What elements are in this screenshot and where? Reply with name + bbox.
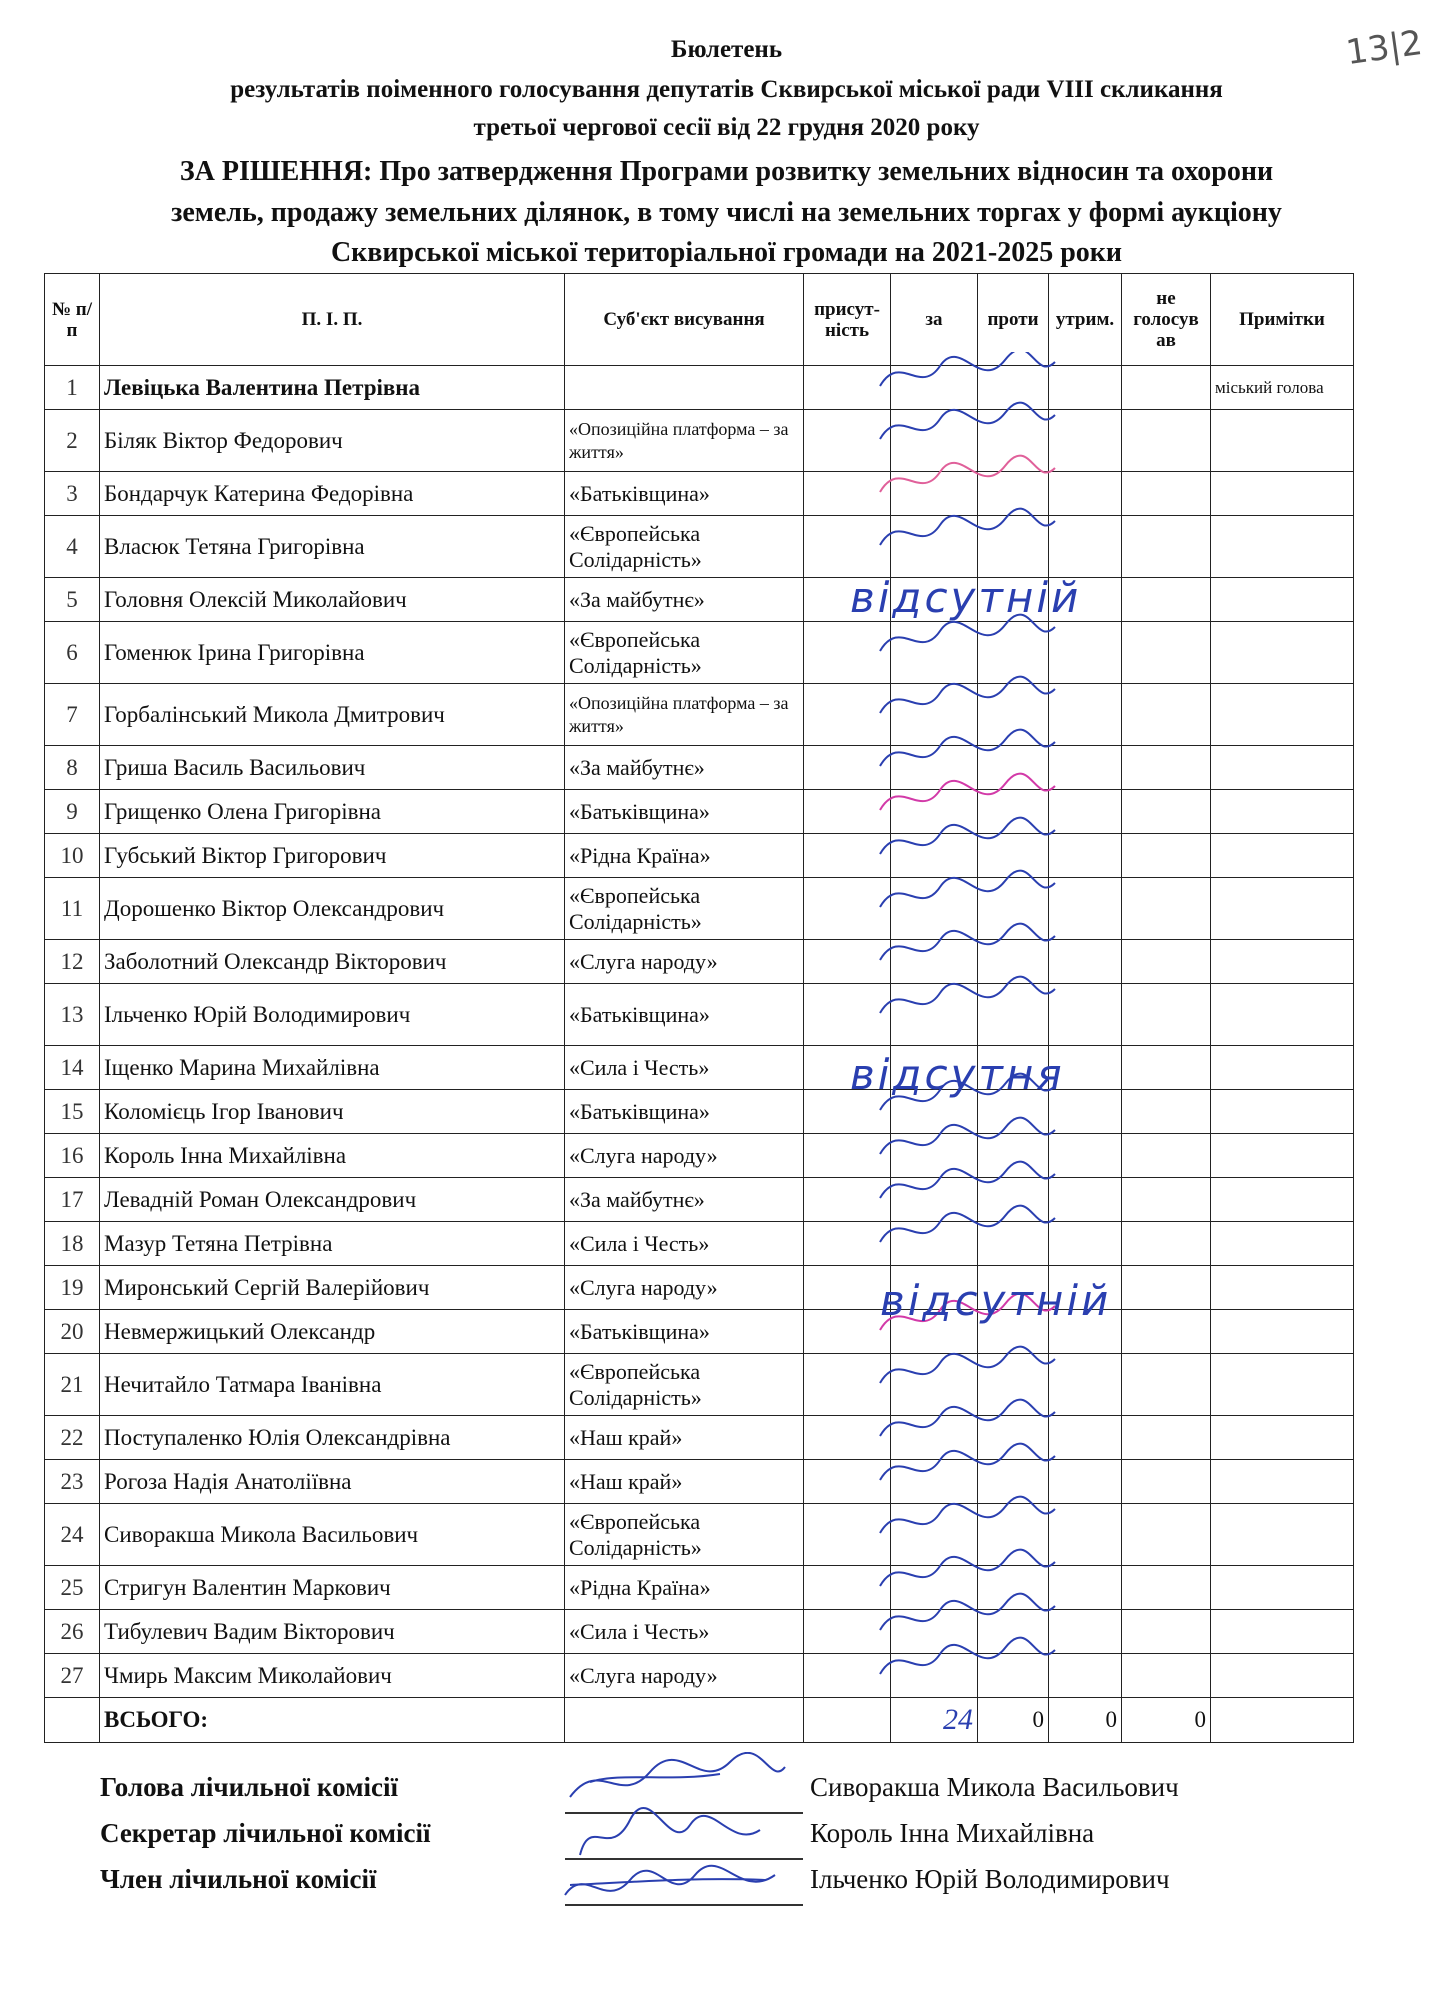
present-cell: [804, 1354, 891, 1416]
notes-cell: [1211, 1504, 1354, 1566]
party: «Батьківщина»: [565, 472, 804, 516]
against-cell: [978, 1416, 1049, 1460]
party: «Сила і Честь»: [565, 1610, 804, 1654]
col-notes: Примітки: [1211, 274, 1354, 366]
against-cell: [978, 1134, 1049, 1178]
not-voted-cell: [1122, 1610, 1211, 1654]
notes-cell: міський голова: [1211, 366, 1354, 410]
notes-cell: [1211, 1416, 1354, 1460]
chair-role: Голова лічильної комісії: [100, 1772, 398, 1802]
not-voted-cell: [1122, 516, 1211, 578]
present-cell: [804, 790, 891, 834]
decision-line-2: земель, продажу земельних ділянок, в тому числі на земельних торгах у формі аукціону: [171, 197, 1282, 228]
row-number: 12: [45, 940, 100, 984]
present-cell: [804, 1504, 891, 1566]
abstain-cell: [1049, 746, 1122, 790]
party: «Сила і Честь»: [565, 1222, 804, 1266]
for-cell: [891, 1654, 978, 1698]
against-cell: [978, 1222, 1049, 1266]
bulletin-subtitle: результатів поіменного голосування депутатів Сквирської міської ради VIII скликання: [230, 76, 1223, 103]
party: «Батьківщина»: [565, 984, 804, 1046]
party: «Європейська Солідарність»: [565, 516, 804, 578]
deputy-name: Левадній Роман Олександрович: [100, 1178, 565, 1222]
present-cell: [804, 1178, 891, 1222]
for-cell: [891, 1460, 978, 1504]
secretary-role: Секретар лічильної комісії: [100, 1818, 431, 1848]
for-cell: [891, 622, 978, 684]
table-row: [45, 1046, 1354, 1090]
not-voted-cell: [1122, 472, 1211, 516]
row-number: 6: [45, 622, 100, 684]
table-row: [45, 1566, 1354, 1610]
row-number: 26: [45, 1610, 100, 1654]
chair-signature: [560, 1752, 790, 1812]
absent-mark-row14: відсутня: [850, 1050, 1065, 1099]
absent-mark-row5: відсутній: [850, 573, 1082, 622]
notes-cell: [1211, 1566, 1354, 1610]
deputy-name: Власюк Тетяна Григорівна: [100, 516, 565, 578]
not-voted-cell: [1122, 1310, 1211, 1354]
col-against: проти: [978, 274, 1049, 366]
total-not-voted: 0: [1122, 1698, 1211, 1743]
abstain-cell: [1049, 472, 1122, 516]
party: «Наш край»: [565, 1460, 804, 1504]
row-number: 16: [45, 1134, 100, 1178]
row-number: 18: [45, 1222, 100, 1266]
abstain-cell: [1049, 622, 1122, 684]
total-num: [45, 1698, 100, 1743]
for-cell: [891, 366, 978, 410]
against-cell: [978, 1610, 1049, 1654]
present-cell: [804, 1416, 891, 1460]
for-cell: [891, 1354, 978, 1416]
decision-line-3: Сквирської міської територіальної громади на 2021-2025 роки: [330, 237, 1123, 268]
row-number: 20: [45, 1310, 100, 1354]
table-row: [45, 578, 1354, 622]
not-voted-cell: [1122, 1222, 1211, 1266]
party: «Європейська Солідарність»: [565, 622, 804, 684]
abstain-cell: [1049, 1460, 1122, 1504]
table-row: [45, 684, 1354, 746]
party: «Наш край»: [565, 1416, 804, 1460]
table-row: [45, 1654, 1354, 1698]
row-number: 14: [45, 1046, 100, 1090]
abstain-cell: [1049, 878, 1122, 940]
total-for: 24: [891, 1698, 978, 1743]
abstain-cell: [1049, 366, 1122, 410]
present-cell: [804, 1222, 891, 1266]
not-voted-cell: [1122, 1090, 1211, 1134]
secretary-name: Король Інна Михайлівна: [810, 1818, 1095, 1848]
table-row: [45, 1504, 1354, 1566]
against-cell: [978, 684, 1049, 746]
present-cell: [804, 984, 891, 1046]
member-name: Ільченко Юрій Володимирович: [810, 1864, 1170, 1894]
table-row: [45, 1222, 1354, 1266]
for-cell: [891, 1416, 978, 1460]
deputy-name: Гриша Василь Васильович: [100, 746, 565, 790]
abstain-cell: [1049, 834, 1122, 878]
table-header-row: [45, 274, 1354, 366]
not-voted-cell: [1122, 834, 1211, 878]
table-row: [45, 1610, 1354, 1654]
not-voted-cell: [1122, 366, 1211, 410]
notes-cell: [1211, 790, 1354, 834]
against-cell: [978, 746, 1049, 790]
against-cell: [978, 410, 1049, 472]
for-cell: [891, 516, 978, 578]
for-cell: [891, 984, 978, 1046]
not-voted-cell: [1122, 622, 1211, 684]
total-row: [45, 1698, 1354, 1743]
against-cell: [978, 1566, 1049, 1610]
table-row: [45, 472, 1354, 516]
against-cell: [978, 940, 1049, 984]
not-voted-cell: [1122, 1654, 1211, 1698]
col-num: № п/п: [45, 274, 100, 366]
table-row: [45, 984, 1354, 1046]
present-cell: [804, 366, 891, 410]
deputy-name: Бондарчук Катерина Федорівна: [100, 472, 565, 516]
row-number: 22: [45, 1416, 100, 1460]
notes-cell: [1211, 1266, 1354, 1310]
deputy-name: Стригун Валентин Маркович: [100, 1566, 565, 1610]
notes-cell: [1211, 684, 1354, 746]
party: «Європейська Солідарність»: [565, 1504, 804, 1566]
total-notes: [1211, 1698, 1354, 1743]
deputy-name: Головня Олексій Миколайович: [100, 578, 565, 622]
party: «Рідна Країна»: [565, 834, 804, 878]
table-row: [45, 410, 1354, 472]
not-voted-cell: [1122, 1266, 1211, 1310]
notes-cell: [1211, 1460, 1354, 1504]
present-cell: [804, 1566, 891, 1610]
col-not-voted: не голосув ав: [1122, 274, 1211, 366]
row-number: 4: [45, 516, 100, 578]
for-cell: [891, 746, 978, 790]
abstain-cell: [1049, 1178, 1122, 1222]
present-cell: [804, 472, 891, 516]
col-present: присут-ність: [804, 274, 891, 366]
against-cell: [978, 622, 1049, 684]
row-number: 2: [45, 410, 100, 472]
row-number: 3: [45, 472, 100, 516]
abstain-cell: [1049, 684, 1122, 746]
deputy-name: Рогоза Надія Анатоліївна: [100, 1460, 565, 1504]
col-party: Суб'єкт висування: [565, 274, 804, 366]
abstain-cell: [1049, 1504, 1122, 1566]
party: «За майбутнє»: [565, 1178, 804, 1222]
abstain-cell: [1049, 410, 1122, 472]
party: [565, 366, 804, 410]
deputy-name: Гоменюк Ірина Григорівна: [100, 622, 565, 684]
row-number: 8: [45, 746, 100, 790]
for-cell: [891, 472, 978, 516]
deputy-name: Іщенко Марина Михайлівна: [100, 1046, 565, 1090]
against-cell: [978, 1178, 1049, 1222]
party: «Батьківщина»: [565, 1090, 804, 1134]
session-date: третьої чергової сесії від 22 грудня 2020 року: [473, 114, 980, 141]
deputy-name: Сиворакша Микола Васильович: [100, 1504, 565, 1566]
against-cell: [978, 790, 1049, 834]
present-cell: [804, 1460, 891, 1504]
notes-cell: [1211, 1610, 1354, 1654]
notes-cell: [1211, 834, 1354, 878]
against-cell: [978, 1504, 1049, 1566]
abstain-cell: [1049, 940, 1122, 984]
notes-cell: [1211, 578, 1354, 622]
notes-cell: [1211, 1046, 1354, 1090]
notes-cell: [1211, 1310, 1354, 1354]
col-abstain: утрим.: [1049, 274, 1122, 366]
deputy-name: Чмирь Максим Миколайович: [100, 1654, 565, 1698]
not-voted-cell: [1122, 878, 1211, 940]
row-number: 23: [45, 1460, 100, 1504]
party: «Слуга народу»: [565, 1266, 804, 1310]
row-number: 5: [45, 578, 100, 622]
against-cell: [978, 516, 1049, 578]
present-cell: [804, 516, 891, 578]
abstain-cell: [1049, 790, 1122, 834]
for-cell: [891, 1134, 978, 1178]
total-party: [565, 1698, 804, 1743]
notes-cell: [1211, 1134, 1354, 1178]
present-cell: [804, 834, 891, 878]
notes-cell: [1211, 940, 1354, 984]
deputy-name: Ільченко Юрій Володимирович: [100, 984, 565, 1046]
not-voted-cell: [1122, 940, 1211, 984]
present-cell: [804, 1610, 891, 1654]
present-cell: [804, 684, 891, 746]
abstain-cell: [1049, 1222, 1122, 1266]
abstain-cell: [1049, 984, 1122, 1046]
table-row: [45, 940, 1354, 984]
present-cell: [804, 878, 891, 940]
deputy-name: Король Інна Михайлівна: [100, 1134, 565, 1178]
deputy-name: Коломієць Ігор Іванович: [100, 1090, 565, 1134]
notes-cell: [1211, 1222, 1354, 1266]
row-number: 9: [45, 790, 100, 834]
deputy-name: Невмержицький Олександр: [100, 1310, 565, 1354]
present-cell: [804, 622, 891, 684]
against-cell: [978, 1354, 1049, 1416]
deputy-name: Горбалінський Микола Дмитрович: [100, 684, 565, 746]
row-number: 15: [45, 1090, 100, 1134]
deputy-name: Поступаленко Юлія Олександрівна: [100, 1416, 565, 1460]
present-cell: [804, 1134, 891, 1178]
row-number: 27: [45, 1654, 100, 1698]
deputy-name: Губський Віктор Григорович: [100, 834, 565, 878]
row-number: 1: [45, 366, 100, 410]
member-signature: [560, 1855, 790, 1915]
col-for: за: [891, 274, 978, 366]
against-cell: [978, 834, 1049, 878]
party: «Батьківщина»: [565, 1310, 804, 1354]
table-row: [45, 1460, 1354, 1504]
not-voted-cell: [1122, 790, 1211, 834]
party: «Слуга народу»: [565, 1134, 804, 1178]
against-cell: [978, 472, 1049, 516]
not-voted-cell: [1122, 984, 1211, 1046]
table-row: [45, 622, 1354, 684]
total-present: [804, 1698, 891, 1743]
party: «Рідна Країна»: [565, 1566, 804, 1610]
party: «Слуга народу»: [565, 940, 804, 984]
notes-cell: [1211, 1178, 1354, 1222]
notes-cell: [1211, 984, 1354, 1046]
bulletin-title: Бюлетень: [670, 36, 783, 63]
table-row: [45, 1416, 1354, 1460]
against-cell: [978, 984, 1049, 1046]
deputy-name: Левіцька Валентина Петрівна: [100, 366, 565, 410]
not-voted-cell: [1122, 1178, 1211, 1222]
for-cell: [891, 790, 978, 834]
not-voted-cell: [1122, 1416, 1211, 1460]
party: «Слуга народу»: [565, 1654, 804, 1698]
deputy-name: Грищенко Олена Григорівна: [100, 790, 565, 834]
for-cell: [891, 1610, 978, 1654]
not-voted-cell: [1122, 1566, 1211, 1610]
for-cell: [891, 684, 978, 746]
present-cell: [804, 1310, 891, 1354]
notes-cell: [1211, 1090, 1354, 1134]
present-cell: [804, 746, 891, 790]
abstain-cell: [1049, 1654, 1122, 1698]
table-row: [45, 1310, 1354, 1354]
abstain-cell: [1049, 1354, 1122, 1416]
not-voted-cell: [1122, 1504, 1211, 1566]
for-cell: [891, 1504, 978, 1566]
deputy-name: Біляк Віктор Федорович: [100, 410, 565, 472]
total-label: ВСЬОГО:: [100, 1698, 565, 1743]
row-number: 24: [45, 1504, 100, 1566]
not-voted-cell: [1122, 746, 1211, 790]
notes-cell: [1211, 746, 1354, 790]
notes-cell: [1211, 1654, 1354, 1698]
present-cell: [804, 1654, 891, 1698]
table-row: [45, 1178, 1354, 1222]
against-cell: [978, 1460, 1049, 1504]
total-against: 0: [978, 1698, 1049, 1743]
decision-line-1: ЗА РІШЕННЯ: Про затвердження Програми розвитку земельних відносин та охорони: [179, 156, 1274, 187]
against-cell: [978, 878, 1049, 940]
table-row: [45, 1090, 1354, 1134]
not-voted-cell: [1122, 1046, 1211, 1090]
deputy-name: Мазур Тетяна Петрівна: [100, 1222, 565, 1266]
voting-table: [44, 273, 1354, 1743]
party: «Опозиційна платформа – за життя»: [565, 410, 804, 472]
abstain-cell: [1049, 1566, 1122, 1610]
table-row: [45, 1266, 1354, 1310]
party: «За майбутнє»: [565, 578, 804, 622]
notes-cell: [1211, 1354, 1354, 1416]
table-row: [45, 834, 1354, 878]
party: «Опозиційна платформа – за життя»: [565, 684, 804, 746]
for-cell: [891, 410, 978, 472]
present-cell: [804, 1266, 891, 1310]
notes-cell: [1211, 472, 1354, 516]
not-voted-cell: [1122, 410, 1211, 472]
party: «Європейська Солідарність»: [565, 1354, 804, 1416]
for-cell: [891, 878, 978, 940]
table-row: [45, 878, 1354, 940]
present-cell: [804, 410, 891, 472]
table-row: [45, 1354, 1354, 1416]
notes-cell: [1211, 878, 1354, 940]
for-cell: [891, 834, 978, 878]
party: «За майбутнє»: [565, 746, 804, 790]
col-name: П. І. П.: [100, 274, 565, 366]
for-cell: [891, 940, 978, 984]
for-cell: [891, 1178, 978, 1222]
abstain-cell: [1049, 1134, 1122, 1178]
deputy-name: Тибулевич Вадим Вікторович: [100, 1610, 565, 1654]
row-number: 21: [45, 1354, 100, 1416]
present-cell: [804, 940, 891, 984]
total-abstain: 0: [1049, 1698, 1122, 1743]
table-row: [45, 790, 1354, 834]
abstain-cell: [1049, 1610, 1122, 1654]
against-cell: [978, 1654, 1049, 1698]
for-cell: [891, 1222, 978, 1266]
table-row: [45, 366, 1354, 410]
deputy-name: Дорошенко Віктор Олександрович: [100, 878, 565, 940]
abstain-cell: [1049, 516, 1122, 578]
row-number: 25: [45, 1566, 100, 1610]
notes-cell: [1211, 516, 1354, 578]
against-cell: [978, 366, 1049, 410]
table-row: [45, 1134, 1354, 1178]
deputy-name: Миронський Сергій Валерійович: [100, 1266, 565, 1310]
party: «Сила і Честь»: [565, 1046, 804, 1090]
notes-cell: [1211, 622, 1354, 684]
not-voted-cell: [1122, 1354, 1211, 1416]
row-number: 17: [45, 1178, 100, 1222]
deputy-name: Нечитайло Татмара Іванівна: [100, 1354, 565, 1416]
row-number: 10: [45, 834, 100, 878]
table-row: [45, 516, 1354, 578]
chair-name: Сиворакша Микола Васильович: [810, 1772, 1179, 1802]
member-role: Член лічильної комісії: [100, 1864, 377, 1894]
party: «Батьківщина»: [565, 790, 804, 834]
not-voted-cell: [1122, 1460, 1211, 1504]
row-number: 13: [45, 984, 100, 1046]
for-cell: [891, 1566, 978, 1610]
not-voted-cell: [1122, 578, 1211, 622]
notes-cell: [1211, 410, 1354, 472]
handwritten-page-number: 13|2: [1343, 22, 1425, 74]
not-voted-cell: [1122, 684, 1211, 746]
row-number: 11: [45, 878, 100, 940]
deputy-name: Заболотний Олександр Вікторович: [100, 940, 565, 984]
party: «Європейська Солідарність»: [565, 878, 804, 940]
not-voted-cell: [1122, 1134, 1211, 1178]
row-number: 19: [45, 1266, 100, 1310]
absent-mark-row19: відсутній: [880, 1276, 1112, 1325]
table-row: [45, 746, 1354, 790]
abstain-cell: [1049, 1416, 1122, 1460]
row-number: 7: [45, 684, 100, 746]
